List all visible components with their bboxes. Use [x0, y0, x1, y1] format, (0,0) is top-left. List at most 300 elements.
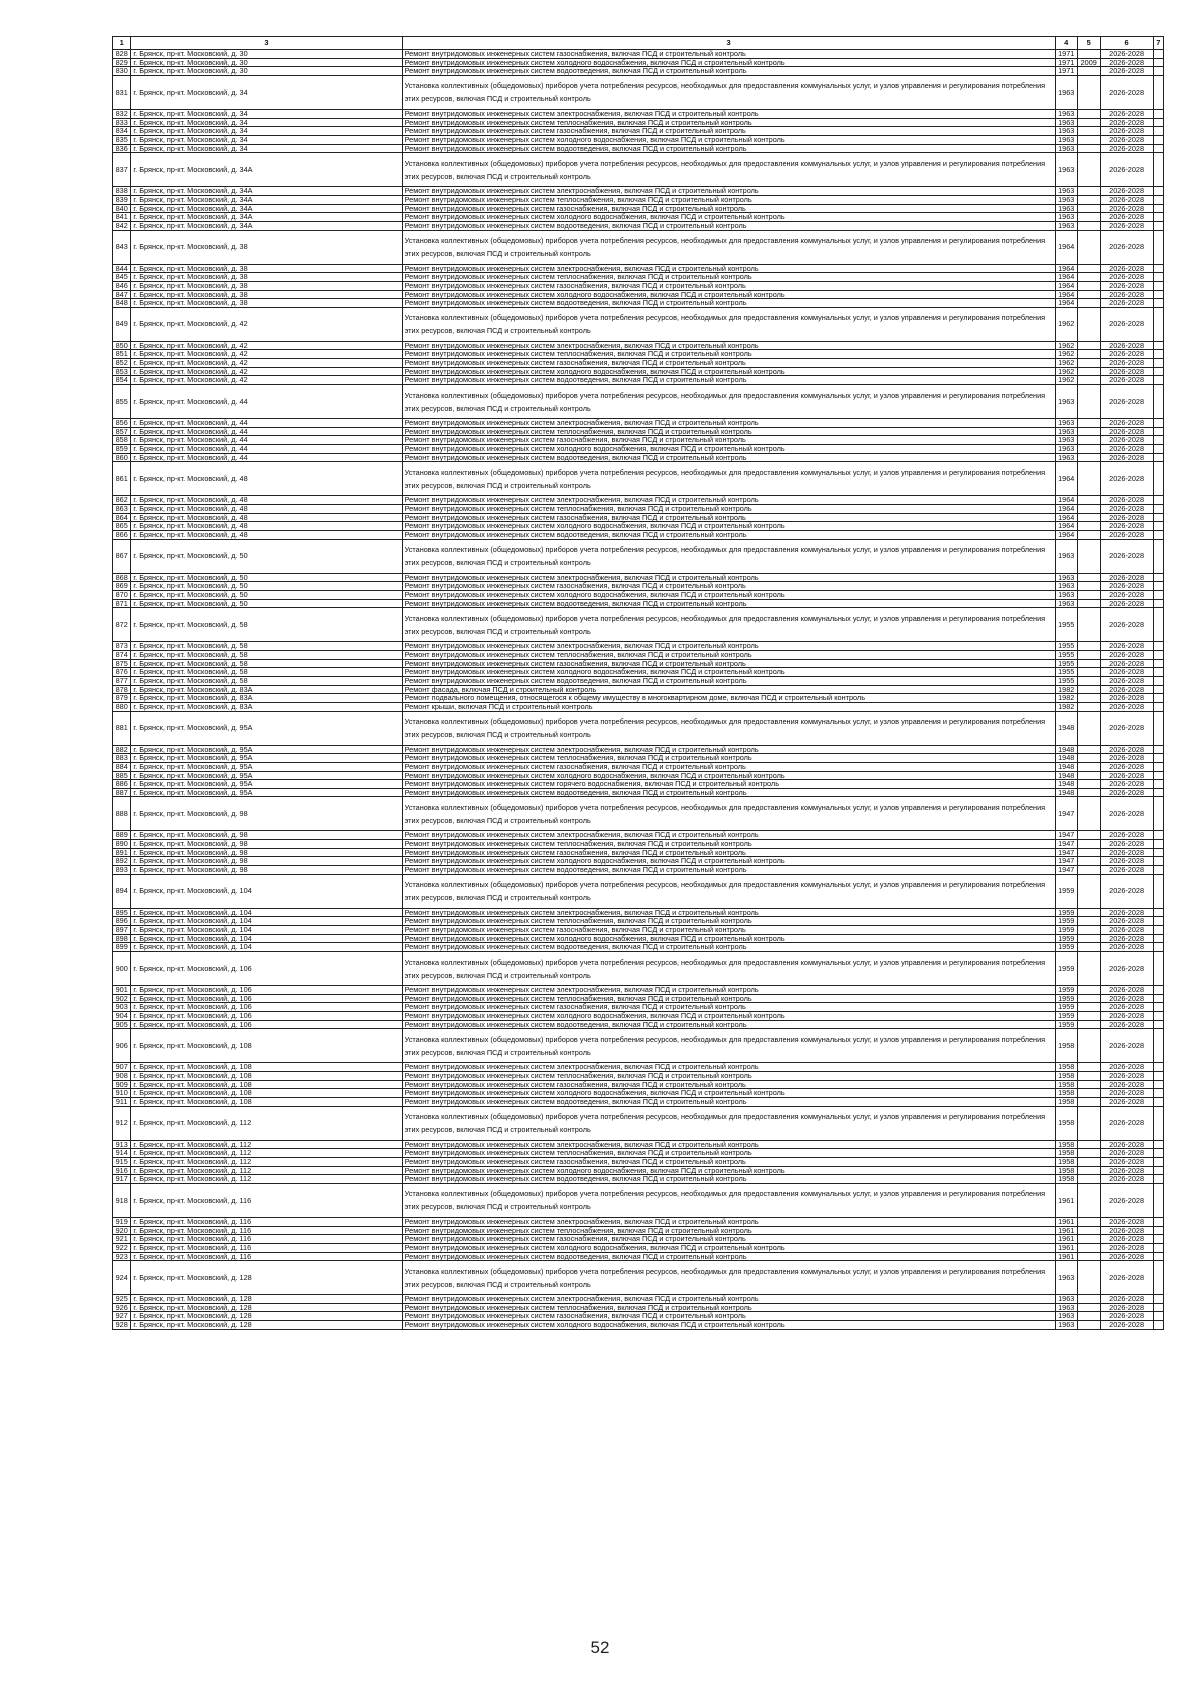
- row-build-year: 1963: [1055, 419, 1078, 428]
- row-address: г. Брянск, пр-кт. Московский, д. 42: [131, 350, 402, 359]
- row-number: 927: [113, 1312, 131, 1321]
- row-extra: [1153, 745, 1163, 754]
- row-number: 892: [113, 857, 131, 866]
- row-address: г. Брянск, пр-кт. Московский, д. 104: [131, 926, 402, 935]
- row-build-year: 1964: [1055, 281, 1078, 290]
- row-number: 900: [113, 952, 131, 986]
- row-work-type: Ремонт внутридомовых инженерных систем электроснабжения, включая ПСД и строительный контроль: [402, 264, 1055, 273]
- row-number: 919: [113, 1217, 131, 1226]
- table-row: [113, 694, 1164, 703]
- row-address: г. Брянск, пр-кт. Московский, д. 98: [131, 857, 402, 866]
- row-last-repair-year: [1078, 539, 1101, 573]
- row-work-type: Установка коллективных (общедомовых) приборов учета потребления ресурсов, необходимых для предоставления коммунальных услуг, и узлов управления и регулирования потребления этих ресурсов, включая ПСД и строительный контроль: [402, 230, 1055, 264]
- row-number: 906: [113, 1029, 131, 1063]
- row-planned-period: 2026-2028: [1100, 599, 1153, 608]
- table-row: [113, 1140, 1164, 1149]
- row-number: 838: [113, 187, 131, 196]
- row-number: 924: [113, 1261, 131, 1295]
- row-address: г. Брянск, пр-кт. Московский, д. 34: [131, 144, 402, 153]
- row-number: 888: [113, 797, 131, 831]
- row-build-year: 1959: [1055, 994, 1078, 1003]
- table-row: [113, 711, 1164, 745]
- row-address: г. Брянск, пр-кт. Московский, д. 38: [131, 299, 402, 308]
- row-extra: [1153, 1080, 1163, 1089]
- row-last-repair-year: [1078, 1012, 1101, 1021]
- row-work-type: Ремонт внутридомовых инженерных систем водоотведения, включая ПСД и строительный контроль: [402, 599, 1055, 608]
- row-last-repair-year: [1078, 711, 1101, 745]
- row-last-repair-year: [1078, 213, 1101, 222]
- register-sheet: [112, 36, 1164, 1330]
- row-build-year: 1963: [1055, 187, 1078, 196]
- row-work-type: Ремонт внутридомовых инженерных систем теплоснабжения, включая ПСД и строительный контроль: [402, 994, 1055, 1003]
- table-row: [113, 453, 1164, 462]
- row-address: г. Брянск, пр-кт. Московский, д. 95А: [131, 788, 402, 797]
- row-extra: [1153, 771, 1163, 780]
- table-row: [113, 1303, 1164, 1312]
- row-build-year: 1964: [1055, 522, 1078, 531]
- row-number: 847: [113, 290, 131, 299]
- row-planned-period: 2026-2028: [1100, 195, 1153, 204]
- row-number: 854: [113, 376, 131, 385]
- header-col-3: 3: [402, 37, 1055, 50]
- table-row: [113, 986, 1164, 995]
- row-extra: [1153, 359, 1163, 368]
- row-build-year: 1964: [1055, 531, 1078, 540]
- row-build-year: 1963: [1055, 539, 1078, 573]
- table-row: [113, 1003, 1164, 1012]
- row-number: 869: [113, 582, 131, 591]
- row-address: г. Брянск, пр-кт. Московский, д. 42: [131, 376, 402, 385]
- row-last-repair-year: [1078, 986, 1101, 995]
- row-address: г. Брянск, пр-кт. Московский, д. 128: [131, 1321, 402, 1330]
- row-planned-period: 2026-2028: [1100, 866, 1153, 875]
- row-last-repair-year: [1078, 127, 1101, 136]
- row-build-year: 1963: [1055, 1312, 1078, 1321]
- table-row: [113, 419, 1164, 428]
- table-row: [113, 350, 1164, 359]
- row-last-repair-year: [1078, 1157, 1101, 1166]
- row-work-type: Ремонт внутридомовых инженерных систем водоотведения, включая ПСД и строительный контроль: [402, 299, 1055, 308]
- row-last-repair-year: [1078, 230, 1101, 264]
- row-last-repair-year: [1078, 1175, 1101, 1184]
- table-row: [113, 1166, 1164, 1175]
- row-extra: [1153, 1321, 1163, 1330]
- row-last-repair-year: [1078, 642, 1101, 651]
- row-planned-period: 2026-2028: [1100, 1175, 1153, 1184]
- row-extra: [1153, 299, 1163, 308]
- row-number: 864: [113, 513, 131, 522]
- row-build-year: 1958: [1055, 1080, 1078, 1089]
- row-build-year: 1961: [1055, 1252, 1078, 1261]
- row-last-repair-year: [1078, 848, 1101, 857]
- row-last-repair-year: [1078, 195, 1101, 204]
- row-work-type: Ремонт внутридомовых инженерных систем холодного водоснабжения, включая ПСД и строительный контроль: [402, 290, 1055, 299]
- row-work-type: Ремонт внутридомовых инженерных систем теплоснабжения, включая ПСД и строительный контроль: [402, 754, 1055, 763]
- row-work-type: Установка коллективных (общедомовых) приборов учета потребления ресурсов, необходимых для предоставления коммунальных услуг, и узлов управления и регулирования потребления этих ресурсов, включая ПСД и строительный контроль: [402, 385, 1055, 419]
- row-build-year: 1963: [1055, 144, 1078, 153]
- table-row: [113, 1106, 1164, 1140]
- row-number: 907: [113, 1063, 131, 1072]
- row-extra: [1153, 762, 1163, 771]
- row-last-repair-year: [1078, 359, 1101, 368]
- table-row: [113, 874, 1164, 908]
- row-work-type: Ремонт внутридомовых инженерных систем электроснабжения, включая ПСД и строительный контроль: [402, 496, 1055, 505]
- row-number: 858: [113, 436, 131, 445]
- table-row: [113, 1183, 1164, 1217]
- row-work-type: Ремонт внутридомовых инженерных систем водоотведения, включая ПСД и строительный контроль: [402, 1097, 1055, 1106]
- row-number: 904: [113, 1012, 131, 1021]
- row-address: г. Брянск, пр-кт. Московский, д. 38: [131, 264, 402, 273]
- row-last-repair-year: [1078, 496, 1101, 505]
- row-work-type: Установка коллективных (общедомовых) приборов учета потребления ресурсов, необходимых для предоставления коммунальных услуг, и узлов управления и регулирования потребления этих ресурсов, включая ПСД и строительный контроль: [402, 462, 1055, 496]
- row-number: 865: [113, 522, 131, 531]
- row-address: г. Брянск, пр-кт. Московский, д. 106: [131, 994, 402, 1003]
- row-planned-period: 2026-2028: [1100, 531, 1153, 540]
- row-number: 853: [113, 367, 131, 376]
- table-row: [113, 1252, 1164, 1261]
- row-last-repair-year: [1078, 367, 1101, 376]
- table-row: [113, 788, 1164, 797]
- row-work-type: Ремонт внутридомовых инженерных систем теплоснабжения, включая ПСД и строительный контроль: [402, 917, 1055, 926]
- row-planned-period: 2026-2028: [1100, 118, 1153, 127]
- row-build-year: 1982: [1055, 702, 1078, 711]
- row-planned-period: 2026-2028: [1100, 127, 1153, 136]
- row-extra: [1153, 608, 1163, 642]
- row-build-year: 1948: [1055, 788, 1078, 797]
- row-planned-period: 2026-2028: [1100, 341, 1153, 350]
- row-last-repair-year: [1078, 857, 1101, 866]
- row-build-year: 1959: [1055, 1003, 1078, 1012]
- row-number: 863: [113, 505, 131, 514]
- row-last-repair-year: [1078, 419, 1101, 428]
- row-address: г. Брянск, пр-кт. Московский, д. 34: [131, 127, 402, 136]
- table-row: [113, 762, 1164, 771]
- row-number: 911: [113, 1097, 131, 1106]
- row-last-repair-year: [1078, 1149, 1101, 1158]
- row-build-year: 1964: [1055, 505, 1078, 514]
- row-planned-period: 2026-2028: [1100, 144, 1153, 153]
- row-work-type: Ремонт внутридомовых инженерных систем теплоснабжения, включая ПСД и строительный контроль: [402, 273, 1055, 282]
- row-number: 889: [113, 831, 131, 840]
- row-planned-period: 2026-2028: [1100, 67, 1153, 76]
- row-last-repair-year: [1078, 376, 1101, 385]
- row-last-repair-year: [1078, 599, 1101, 608]
- table-row: [113, 582, 1164, 591]
- table-row: [113, 135, 1164, 144]
- row-extra: [1153, 986, 1163, 995]
- row-last-repair-year: [1078, 1106, 1101, 1140]
- row-build-year: 1962: [1055, 350, 1078, 359]
- row-number: 915: [113, 1157, 131, 1166]
- row-build-year: 1963: [1055, 582, 1078, 591]
- table-row: [113, 204, 1164, 213]
- row-extra: [1153, 1149, 1163, 1158]
- row-build-year: 1963: [1055, 436, 1078, 445]
- table-row: [113, 1312, 1164, 1321]
- row-last-repair-year: [1078, 341, 1101, 350]
- row-work-type: Ремонт внутридомовых инженерных систем холодного водоснабжения, включая ПСД и строительный контроль: [402, 522, 1055, 531]
- table-row: [113, 522, 1164, 531]
- row-build-year: 1947: [1055, 866, 1078, 875]
- row-build-year: 1963: [1055, 127, 1078, 136]
- row-work-type: Ремонт подвального помещения, относящегося к общему имуществу в многоквартирном доме, включая ПСД и строительный контроль: [402, 694, 1055, 703]
- row-address: г. Брянск, пр-кт. Московский, д. 106: [131, 952, 402, 986]
- row-number: 868: [113, 573, 131, 582]
- row-extra: [1153, 754, 1163, 763]
- row-work-type: Ремонт внутридомовых инженерных систем теплоснабжения, включая ПСД и строительный контроль: [402, 1071, 1055, 1080]
- table-row: [113, 109, 1164, 118]
- row-address: г. Брянск, пр-кт. Московский, д. 95А: [131, 745, 402, 754]
- row-work-type: Ремонт внутридомовых инженерных систем газоснабжения, включая ПСД и строительный контроль: [402, 359, 1055, 368]
- row-build-year: 1947: [1055, 797, 1078, 831]
- row-address: г. Брянск, пр-кт. Московский, д. 112: [131, 1157, 402, 1166]
- row-extra: [1153, 668, 1163, 677]
- row-build-year: 1962: [1055, 341, 1078, 350]
- row-number: 917: [113, 1175, 131, 1184]
- row-work-type: Ремонт внутридомовых инженерных систем водоотведения, включая ПСД и строительный контроль: [402, 1175, 1055, 1184]
- row-last-repair-year: [1078, 1312, 1101, 1321]
- row-extra: [1153, 109, 1163, 118]
- row-last-repair-year: [1078, 385, 1101, 419]
- table-row: [113, 1149, 1164, 1158]
- row-extra: [1153, 75, 1163, 109]
- row-extra: [1153, 1020, 1163, 1029]
- row-work-type: Ремонт внутридомовых инженерных систем холодного водоснабжения, включая ПСД и строительный контроль: [402, 58, 1055, 67]
- row-address: г. Брянск, пр-кт. Московский, д. 50: [131, 599, 402, 608]
- row-number: 922: [113, 1243, 131, 1252]
- row-last-repair-year: [1078, 952, 1101, 986]
- row-number: 885: [113, 771, 131, 780]
- row-planned-period: 2026-2028: [1100, 917, 1153, 926]
- row-planned-period: 2026-2028: [1100, 582, 1153, 591]
- row-address: г. Брянск, пр-кт. Московский, д. 98: [131, 848, 402, 857]
- row-address: г. Брянск, пр-кт. Московский, д. 44: [131, 436, 402, 445]
- row-planned-period: 2026-2028: [1100, 857, 1153, 866]
- table-row: [113, 290, 1164, 299]
- table-row: [113, 1321, 1164, 1330]
- row-work-type: Ремонт внутридомовых инженерных систем газоснабжения, включая ПСД и строительный контроль: [402, 1003, 1055, 1012]
- row-work-type: Ремонт внутридомовых инженерных систем электроснабжения, включая ПСД и строительный контроль: [402, 341, 1055, 350]
- row-address: г. Брянск, пр-кт. Московский, д. 42: [131, 307, 402, 341]
- row-last-repair-year: [1078, 659, 1101, 668]
- row-address: г. Брянск, пр-кт. Московский, д. 38: [131, 230, 402, 264]
- row-extra: [1153, 513, 1163, 522]
- row-address: г. Брянск, пр-кт. Московский, д. 38: [131, 290, 402, 299]
- row-work-type: Ремонт внутридомовых инженерных систем водоотведения, включая ПСД и строительный контроль: [402, 943, 1055, 952]
- row-planned-period: 2026-2028: [1100, 522, 1153, 531]
- row-extra: [1153, 307, 1163, 341]
- row-extra: [1153, 376, 1163, 385]
- row-number: 861: [113, 462, 131, 496]
- table-row: [113, 367, 1164, 376]
- row-address: г. Брянск, пр-кт. Московский, д. 58: [131, 642, 402, 651]
- row-planned-period: 2026-2028: [1100, 1243, 1153, 1252]
- row-build-year: 1959: [1055, 943, 1078, 952]
- row-planned-period: 2026-2028: [1100, 1261, 1153, 1295]
- row-address: г. Брянск, пр-кт. Московский, д. 44: [131, 453, 402, 462]
- table-row: [113, 848, 1164, 857]
- row-work-type: Ремонт внутридомовых инженерных систем электроснабжения, включая ПСД и строительный контроль: [402, 573, 1055, 582]
- row-work-type: Ремонт внутридомовых инженерных систем водоотведения, включая ПСД и строительный контроль: [402, 676, 1055, 685]
- row-build-year: 1964: [1055, 462, 1078, 496]
- table-row: [113, 926, 1164, 935]
- row-planned-period: 2026-2028: [1100, 831, 1153, 840]
- row-number: 921: [113, 1235, 131, 1244]
- row-extra: [1153, 230, 1163, 264]
- row-work-type: Ремонт внутридомовых инженерных систем газоснабжения, включая ПСД и строительный контроль: [402, 281, 1055, 290]
- table-row: [113, 273, 1164, 282]
- row-number: 897: [113, 926, 131, 935]
- row-work-type: Установка коллективных (общедомовых) приборов учета потребления ресурсов, необходимых для предоставления коммунальных услуг, и узлов управления и регулирования потребления этих ресурсов, включая ПСД и строительный контроль: [402, 75, 1055, 109]
- row-build-year: 1964: [1055, 264, 1078, 273]
- row-work-type: Ремонт внутридомовых инженерных систем теплоснабжения, включая ПСД и строительный контроль: [402, 1149, 1055, 1158]
- row-extra: [1153, 1295, 1163, 1304]
- row-number: 828: [113, 50, 131, 59]
- row-address: г. Брянск, пр-кт. Московский, д. 30: [131, 67, 402, 76]
- table-row: [113, 513, 1164, 522]
- row-address: г. Брянск, пр-кт. Московский, д. 104: [131, 934, 402, 943]
- row-build-year: 1958: [1055, 1089, 1078, 1098]
- row-extra: [1153, 994, 1163, 1003]
- row-planned-period: 2026-2028: [1100, 650, 1153, 659]
- row-work-type: Ремонт внутридомовых инженерных систем электроснабжения, включая ПСД и строительный контроль: [402, 1140, 1055, 1149]
- row-planned-period: 2026-2028: [1100, 1217, 1153, 1226]
- table-row: [113, 1071, 1164, 1080]
- table-row: [113, 994, 1164, 1003]
- header-col-5: 5: [1078, 37, 1101, 50]
- row-work-type: Ремонт внутридомовых инженерных систем теплоснабжения, включая ПСД и строительный контроль: [402, 840, 1055, 849]
- table-row: [113, 659, 1164, 668]
- row-work-type: Ремонт внутридомовых инженерных систем холодного водоснабжения, включая ПСД и строительный контроль: [402, 934, 1055, 943]
- row-number: 896: [113, 917, 131, 926]
- row-extra: [1153, 1029, 1163, 1063]
- row-extra: [1153, 848, 1163, 857]
- row-address: г. Брянск, пр-кт. Московский, д. 112: [131, 1166, 402, 1175]
- row-extra: [1153, 281, 1163, 290]
- table-row: [113, 376, 1164, 385]
- row-planned-period: 2026-2028: [1100, 608, 1153, 642]
- row-extra: [1153, 1071, 1163, 1080]
- table-row: [113, 445, 1164, 454]
- row-number: 851: [113, 350, 131, 359]
- table-row: [113, 1235, 1164, 1244]
- row-extra: [1153, 522, 1163, 531]
- row-work-type: Ремонт внутридомовых инженерных систем водоотведения, включая ПСД и строительный контроль: [402, 531, 1055, 540]
- row-extra: [1153, 539, 1163, 573]
- row-address: г. Брянск, пр-кт. Московский, д. 44: [131, 445, 402, 454]
- row-number: 890: [113, 840, 131, 849]
- row-work-type: Ремонт внутридомовых инженерных систем холодного водоснабжения, включая ПСД и строительный контроль: [402, 1321, 1055, 1330]
- row-build-year: 1964: [1055, 299, 1078, 308]
- row-last-repair-year: [1078, 144, 1101, 153]
- row-address: г. Брянск, пр-кт. Московский, д. 112: [131, 1106, 402, 1140]
- row-number: 844: [113, 264, 131, 273]
- row-work-type: Ремонт крыши, включая ПСД и строительный контроль: [402, 702, 1055, 711]
- row-planned-period: 2026-2028: [1100, 213, 1153, 222]
- header-row: [113, 37, 1164, 50]
- row-address: г. Брянск, пр-кт. Московский, д. 83А: [131, 694, 402, 703]
- row-build-year: 1958: [1055, 1149, 1078, 1158]
- row-planned-period: 2026-2028: [1100, 1140, 1153, 1149]
- row-number: 925: [113, 1295, 131, 1304]
- row-planned-period: 2026-2028: [1100, 50, 1153, 59]
- row-last-repair-year: [1078, 788, 1101, 797]
- row-number: 850: [113, 341, 131, 350]
- row-planned-period: 2026-2028: [1100, 943, 1153, 952]
- header-col-2: 3: [131, 37, 402, 50]
- row-address: г. Брянск, пр-кт. Московский, д. 42: [131, 341, 402, 350]
- row-extra: [1153, 908, 1163, 917]
- row-work-type: Ремонт внутридомовых инженерных систем холодного водоснабжения, включая ПСД и строительный контроль: [402, 590, 1055, 599]
- row-last-repair-year: [1078, 934, 1101, 943]
- row-build-year: 1958: [1055, 1063, 1078, 1072]
- table-row: [113, 668, 1164, 677]
- row-last-repair-year: [1078, 1063, 1101, 1072]
- row-address: г. Брянск, пр-кт. Московский, д. 48: [131, 496, 402, 505]
- row-extra: [1153, 590, 1163, 599]
- table-row: [113, 75, 1164, 109]
- row-number: 862: [113, 496, 131, 505]
- row-work-type: Ремонт внутридомовых инженерных систем водоотведения, включая ПСД и строительный контроль: [402, 376, 1055, 385]
- row-number: 877: [113, 676, 131, 685]
- row-work-type: Ремонт внутридомовых инженерных систем теплоснабжения, включая ПСД и строительный контроль: [402, 1226, 1055, 1235]
- row-last-repair-year: [1078, 1243, 1101, 1252]
- row-extra: [1153, 573, 1163, 582]
- row-address: г. Брянск, пр-кт. Московский, д. 106: [131, 1012, 402, 1021]
- row-address: г. Брянск, пр-кт. Московский, д. 34А: [131, 204, 402, 213]
- row-address: г. Брянск, пр-кт. Московский, д. 106: [131, 986, 402, 995]
- row-number: 884: [113, 762, 131, 771]
- row-build-year: 1971: [1055, 58, 1078, 67]
- row-build-year: 1955: [1055, 659, 1078, 668]
- row-build-year: 1963: [1055, 590, 1078, 599]
- table-row: [113, 1226, 1164, 1235]
- row-extra: [1153, 642, 1163, 651]
- row-build-year: 1963: [1055, 1321, 1078, 1330]
- row-address: г. Брянск, пр-кт. Московский, д. 58: [131, 659, 402, 668]
- row-number: 881: [113, 711, 131, 745]
- row-number: 880: [113, 702, 131, 711]
- row-address: г. Брянск, пр-кт. Московский, д. 50: [131, 573, 402, 582]
- row-address: г. Брянск, пр-кт. Московский, д. 104: [131, 874, 402, 908]
- row-last-repair-year: [1078, 1140, 1101, 1149]
- row-last-repair-year: [1078, 608, 1101, 642]
- row-work-type: Ремонт внутридомовых инженерных систем холодного водоснабжения, включая ПСД и строительный контроль: [402, 1089, 1055, 1098]
- row-extra: [1153, 1312, 1163, 1321]
- row-number: 918: [113, 1183, 131, 1217]
- row-planned-period: 2026-2028: [1100, 1295, 1153, 1304]
- row-number: 912: [113, 1106, 131, 1140]
- table-row: [113, 608, 1164, 642]
- row-build-year: 1959: [1055, 926, 1078, 935]
- table-row: [113, 1020, 1164, 1029]
- row-last-repair-year: [1078, 436, 1101, 445]
- row-extra: [1153, 1261, 1163, 1295]
- row-last-repair-year: [1078, 462, 1101, 496]
- row-build-year: 1959: [1055, 1012, 1078, 1021]
- row-last-repair-year: [1078, 307, 1101, 341]
- row-build-year: 1964: [1055, 513, 1078, 522]
- row-address: г. Брянск, пр-кт. Московский, д. 128: [131, 1261, 402, 1295]
- row-planned-period: 2026-2028: [1100, 264, 1153, 273]
- row-extra: [1153, 187, 1163, 196]
- row-extra: [1153, 1097, 1163, 1106]
- row-extra: [1153, 694, 1163, 703]
- row-last-repair-year: [1078, 926, 1101, 935]
- row-extra: [1153, 385, 1163, 419]
- row-last-repair-year: [1078, 273, 1101, 282]
- row-planned-period: 2026-2028: [1100, 513, 1153, 522]
